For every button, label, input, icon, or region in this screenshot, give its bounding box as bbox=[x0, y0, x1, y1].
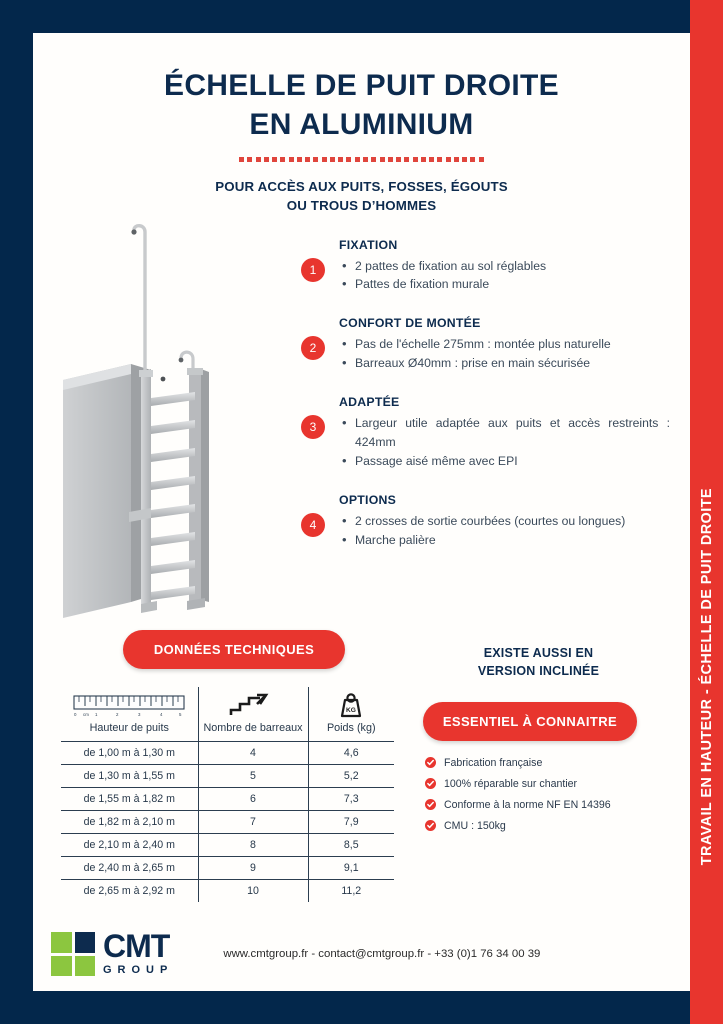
list-item bbox=[425, 757, 668, 769]
ladder-illustration-svg bbox=[33, 222, 301, 622]
logo-primary-text: CMT bbox=[103, 928, 170, 965]
feature-item: • Pas de l'échelle 275mm : montée plus naturelle bbox=[339, 335, 670, 354]
check-circle-icon bbox=[425, 757, 436, 768]
table-header-row bbox=[61, 687, 394, 742]
table-row bbox=[61, 741, 394, 764]
cell-hauteur: de 1,00 m à 1,30 m bbox=[61, 741, 198, 764]
crosse-end-cap bbox=[131, 229, 136, 234]
feature-title-1: FIXATION bbox=[339, 237, 398, 252]
svg-text:5: 5 bbox=[179, 711, 182, 717]
vertical-side-band bbox=[690, 0, 723, 1024]
feature-body-2 bbox=[339, 316, 670, 373]
features-list bbox=[301, 222, 690, 622]
cell-barreaux: 5 bbox=[198, 764, 308, 787]
divider-dot bbox=[429, 157, 434, 162]
table-body bbox=[61, 741, 394, 902]
divider-dot bbox=[421, 157, 426, 162]
page-subtitle-line-1: POUR ACCÈS AUX PUITS, FOSSES, ÉGOUTS bbox=[215, 179, 508, 194]
steps-arrow-icon bbox=[201, 692, 306, 719]
divider-dot bbox=[247, 157, 252, 162]
page-subtitle-line-2: OU TROUS D’HOMMES bbox=[286, 198, 437, 214]
cell-poids: 4,6 bbox=[308, 741, 394, 764]
ruler-icon bbox=[63, 692, 196, 719]
svg-text:cm: cm bbox=[83, 711, 90, 717]
check-circle-icon bbox=[425, 799, 436, 810]
essentials-list bbox=[409, 757, 668, 832]
feature-items-1 bbox=[339, 257, 670, 295]
cell-hauteur: de 2,10 m à 2,40 m bbox=[61, 833, 198, 856]
divider-dot bbox=[239, 157, 244, 162]
divider-dot bbox=[413, 157, 418, 162]
exists-note-line-2: VERSION INCLINÉE bbox=[477, 663, 600, 678]
divider-dot bbox=[380, 157, 385, 162]
svg-text:4: 4 bbox=[160, 711, 163, 717]
svg-text:2: 2 bbox=[116, 711, 119, 717]
cell-hauteur: de 2,65 m à 2,92 m bbox=[61, 879, 198, 902]
divider-dot bbox=[297, 157, 302, 162]
cell-barreaux: 6 bbox=[198, 787, 308, 810]
table-header-hauteur bbox=[61, 687, 198, 742]
divider-dot bbox=[322, 157, 327, 162]
technical-data-table bbox=[61, 687, 394, 902]
feature-body-1 bbox=[339, 238, 670, 295]
logo-square-bottom-left bbox=[51, 956, 72, 977]
table-row bbox=[61, 856, 394, 879]
divider-dot bbox=[280, 157, 285, 162]
cell-hauteur: de 2,40 m à 2,65 m bbox=[61, 856, 198, 879]
feature-body-4 bbox=[339, 493, 670, 550]
divider-dot bbox=[396, 157, 401, 162]
divider-dot bbox=[346, 157, 351, 162]
divider-dot bbox=[470, 157, 475, 162]
page-card bbox=[33, 33, 690, 991]
table-header-label: Poids (kg) bbox=[326, 721, 376, 734]
feature-item: • Largeur utile adaptée aux puits et accès restreints : 424mm bbox=[339, 414, 670, 452]
svg-text:3: 3 bbox=[138, 711, 141, 717]
logo-squares-icon bbox=[51, 932, 95, 976]
logo-square-bottom-right bbox=[75, 956, 96, 977]
feature-badge-4: 4 bbox=[301, 513, 325, 537]
page-header bbox=[33, 33, 690, 216]
table-header-barreaux bbox=[198, 687, 308, 742]
cell-barreaux: 10 bbox=[198, 879, 308, 902]
ladder-rungs bbox=[151, 392, 195, 600]
product-image bbox=[33, 222, 301, 622]
feature-badge-2: 2 bbox=[301, 336, 325, 360]
page-title-line-2: EN ALUMINIUM bbox=[249, 108, 474, 141]
cell-poids: 5,2 bbox=[308, 764, 394, 787]
logo-wordmark bbox=[103, 928, 174, 976]
technical-data-column bbox=[33, 630, 409, 902]
check-circle-icon bbox=[425, 778, 436, 789]
divider-dot bbox=[338, 157, 343, 162]
feature-item: • Marche palière bbox=[339, 531, 670, 550]
feature-block-options bbox=[301, 493, 670, 550]
divider-dot bbox=[462, 157, 467, 162]
cell-poids: 7,3 bbox=[308, 787, 394, 810]
table-row bbox=[61, 879, 394, 902]
top-bracket-right bbox=[187, 368, 203, 375]
logo-square-top-right bbox=[75, 932, 96, 953]
page-subtitle bbox=[33, 177, 690, 216]
divider-dot bbox=[404, 157, 409, 162]
feature-badge-1: 1 bbox=[301, 258, 325, 282]
cell-poids: 11,2 bbox=[308, 879, 394, 902]
cell-barreaux: 4 bbox=[198, 741, 308, 764]
divider-dot bbox=[355, 157, 360, 162]
check-circle-icon bbox=[425, 820, 436, 831]
table-header-label: Nombre de barreaux bbox=[203, 721, 303, 734]
svg-text:1: 1 bbox=[95, 711, 98, 717]
exists-note-line-1: EXISTE AUSSI EN bbox=[483, 645, 594, 660]
divider-dot bbox=[388, 157, 393, 162]
divider-dot bbox=[363, 157, 368, 162]
divider-dot bbox=[289, 157, 294, 162]
divider-dot bbox=[437, 157, 442, 162]
feature-title-2: CONFORT DE MONTÉE bbox=[339, 316, 481, 331]
top-bracket-left bbox=[139, 370, 153, 377]
logo-square-top-left bbox=[51, 932, 72, 953]
divider-dot bbox=[305, 157, 310, 162]
feature-block-fixation bbox=[301, 238, 670, 295]
feature-title-3: ADAPTÉE bbox=[339, 395, 400, 410]
svg-text:KG: KG bbox=[346, 706, 357, 714]
cell-barreaux: 8 bbox=[198, 833, 308, 856]
table-header-label: Hauteur de puits bbox=[89, 721, 169, 734]
divider-dot bbox=[330, 157, 335, 162]
cell-hauteur: de 1,82 m à 2,10 m bbox=[61, 810, 198, 833]
donnees-techniques-pill[interactable]: DONNÉES TECHNIQUES bbox=[123, 630, 345, 669]
divider-dot bbox=[256, 157, 261, 162]
feature-items-3 bbox=[339, 414, 670, 471]
feature-badge-3: 3 bbox=[301, 415, 325, 439]
divider-dot bbox=[454, 157, 459, 162]
divider-dot bbox=[371, 157, 376, 162]
essential-label: 100% réparable sur chantier bbox=[444, 777, 578, 790]
table-header-poids bbox=[308, 687, 394, 742]
feature-items-2 bbox=[339, 335, 670, 373]
list-item bbox=[425, 820, 668, 832]
essential-label: Conforme à la norme NF EN 14396 bbox=[444, 798, 611, 811]
dotted-divider bbox=[239, 157, 484, 163]
list-item bbox=[425, 778, 668, 790]
wall-block bbox=[63, 364, 151, 618]
feature-title-4: OPTIONS bbox=[339, 492, 397, 507]
feature-item: • Passage aisé même avec EPI bbox=[339, 452, 670, 471]
table-row bbox=[61, 787, 394, 810]
cell-poids: 7,9 bbox=[308, 810, 394, 833]
divider-dot bbox=[446, 157, 451, 162]
page-footer bbox=[33, 917, 690, 991]
cell-hauteur: de 1,55 m à 1,82 m bbox=[61, 787, 198, 810]
table-row bbox=[61, 764, 394, 787]
divider-dot bbox=[264, 157, 269, 162]
essential-label: Fabrication française bbox=[444, 756, 543, 769]
exit-crosse-long bbox=[134, 225, 145, 373]
feature-item: • 2 pattes de fixation au sol réglables bbox=[339, 257, 670, 276]
divider-dot bbox=[313, 157, 318, 162]
feature-item: • 2 crosses de sortie courbées (courtes ou longues) bbox=[339, 512, 670, 531]
cell-poids: 9,1 bbox=[308, 856, 394, 879]
crosse-short-end-cap bbox=[179, 357, 184, 362]
feature-block-adaptee bbox=[301, 395, 670, 471]
list-item bbox=[425, 799, 668, 811]
table-row bbox=[61, 833, 394, 856]
logo-secondary-text: GROUP bbox=[103, 963, 174, 976]
feature-block-confort-de-montee bbox=[301, 316, 670, 373]
exists-also-note bbox=[409, 644, 668, 680]
side-band-label: TRAVAIL EN HAUTEUR - ÉCHELLE DE PUIT DROITE bbox=[698, 488, 715, 866]
bracket-bolt bbox=[161, 376, 166, 381]
divider-dot bbox=[272, 157, 277, 162]
cell-poids: 8,5 bbox=[308, 833, 394, 856]
feature-items-4 bbox=[339, 512, 670, 550]
page-title-line-1: ÉCHELLE DE PUIT DROITE bbox=[164, 69, 559, 102]
weight-kg-icon bbox=[311, 692, 393, 719]
footer-contact-line: www.cmtgroup.fr - contact@cmtgroup.fr - +33 (0)1 76 34 00 39 bbox=[223, 948, 541, 960]
cell-hauteur: de 1,30 m à 1,55 m bbox=[61, 764, 198, 787]
feature-item: • Barreaux Ø40mm : prise en main sécurisée bbox=[339, 354, 670, 373]
essentiel-a-connaitre-pill[interactable]: ESSENTIEL À CONNAITRE bbox=[423, 702, 637, 741]
feature-body-3 bbox=[339, 395, 670, 471]
divider-dot bbox=[479, 157, 484, 162]
svg-text:0: 0 bbox=[74, 711, 77, 717]
cell-barreaux: 9 bbox=[198, 856, 308, 879]
main-content bbox=[33, 222, 690, 622]
essential-label: CMU : 150kg bbox=[444, 819, 506, 832]
cmt-group-logo bbox=[51, 928, 174, 976]
cell-barreaux: 7 bbox=[198, 810, 308, 833]
feature-item: • Pattes de fixation murale bbox=[339, 275, 670, 294]
essentials-column bbox=[409, 630, 690, 902]
table-row bbox=[61, 810, 394, 833]
lower-content bbox=[33, 630, 690, 902]
